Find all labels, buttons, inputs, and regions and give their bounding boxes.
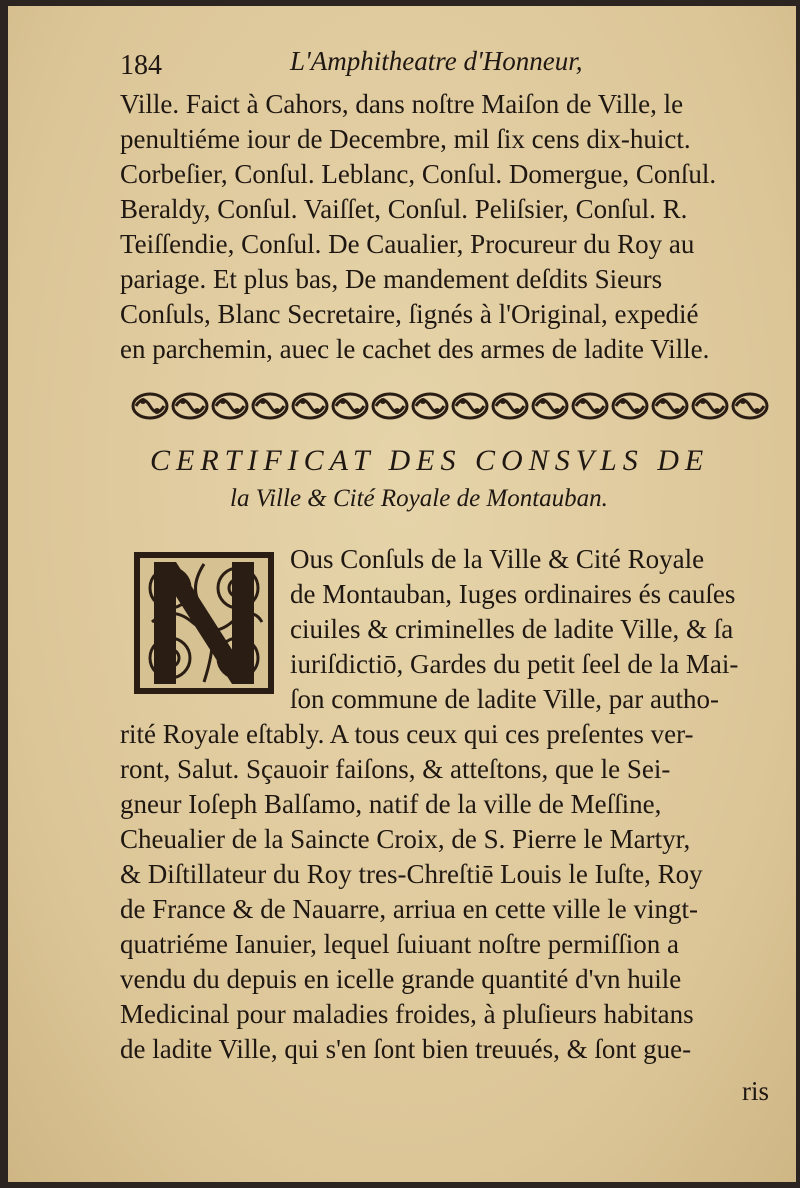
text-line: Teiſſendie, Conſul. De Caualier, Procureur du Roy au — [120, 229, 695, 259]
ornate-initial-n-icon — [132, 550, 276, 696]
text-line: ront, Salut. Sçauoir faiſons, & atteſtons, que le Sei- — [120, 754, 671, 784]
text-line: gneur Ioſeph Balſamo, natif de la ville de Meſſine, — [120, 789, 662, 819]
text-line: de Montauban, Iuges ordinaires és cauſes — [290, 579, 736, 609]
certificate-subtitle: la Ville & Cité Royale de Montauban. — [230, 485, 608, 512]
text-line: & Diſtillateur du Roy tres-Chreſtiē Louis le Iuſte, Roy — [120, 859, 703, 889]
text-line: Ous Conſuls de la Ville & Cité Royale — [290, 544, 705, 574]
catchword: ris — [742, 1076, 769, 1106]
text-line: pariage. Et plus bas, De mandement deſdits Sieurs — [120, 264, 663, 294]
certificate-title: CERTIFICAT DES CONSVLS DE — [150, 444, 710, 477]
text-line: Conſuls, Blanc Secretaire, ſignés à l'Original, expedié — [120, 299, 699, 329]
text-line: Beraldy, Conſul. Vaiſſet, Conſul. Peliſsier, Conſul. R. — [120, 194, 688, 224]
text-line: iuriſdictiō, Gardes du petit ſeel de la Mai- — [290, 649, 739, 679]
text-line: quatriéme Ianuier, lequel ſuiuant noſtre permiſſion a — [120, 929, 679, 959]
text-line: Ville. Faict à Cahors, dans noſtre Maiſon de Ville, le — [120, 89, 684, 119]
text-line: Medicinal pour maladies froides, à pluſieurs habitans — [120, 999, 694, 1029]
text-line: Cheualier de la Saincte Croix, de S. Pierre le Martyr, — [120, 824, 691, 854]
text-line: de France & de Nauarre, arriua en cette ville le vingt- — [120, 894, 698, 924]
running-title: L'Amphitheatre d'Honneur, — [290, 46, 583, 76]
text-line: ſon commune de ladite Ville, par autho- — [290, 684, 720, 714]
text-line: rité Royale eſtably. A tous ceux qui ces preſentes ver- — [120, 719, 694, 749]
text-line: ciuiles & criminelles de ladite Ville, & ſa — [290, 614, 734, 644]
text-line: Corbeſier, Conſul. Leblanc, Conſul. Domergue, Conſul. — [120, 159, 717, 189]
text-line: en parchemin, auec le cachet des armes de ladite Ville. — [120, 334, 710, 364]
book-page — [8, 6, 796, 1182]
page-number: 184 — [120, 50, 162, 81]
text-line: penultiéme iour de Decembre, mil ſix cens dix-huict. — [120, 124, 691, 154]
text-line: vendu du depuis en icelle grande quantité d'vn huile — [120, 964, 682, 994]
text-line: de ladite Ville, qui s'en ſont bien treuués, & ſont gue- — [120, 1034, 692, 1064]
fleuron-border-icon — [130, 386, 770, 426]
